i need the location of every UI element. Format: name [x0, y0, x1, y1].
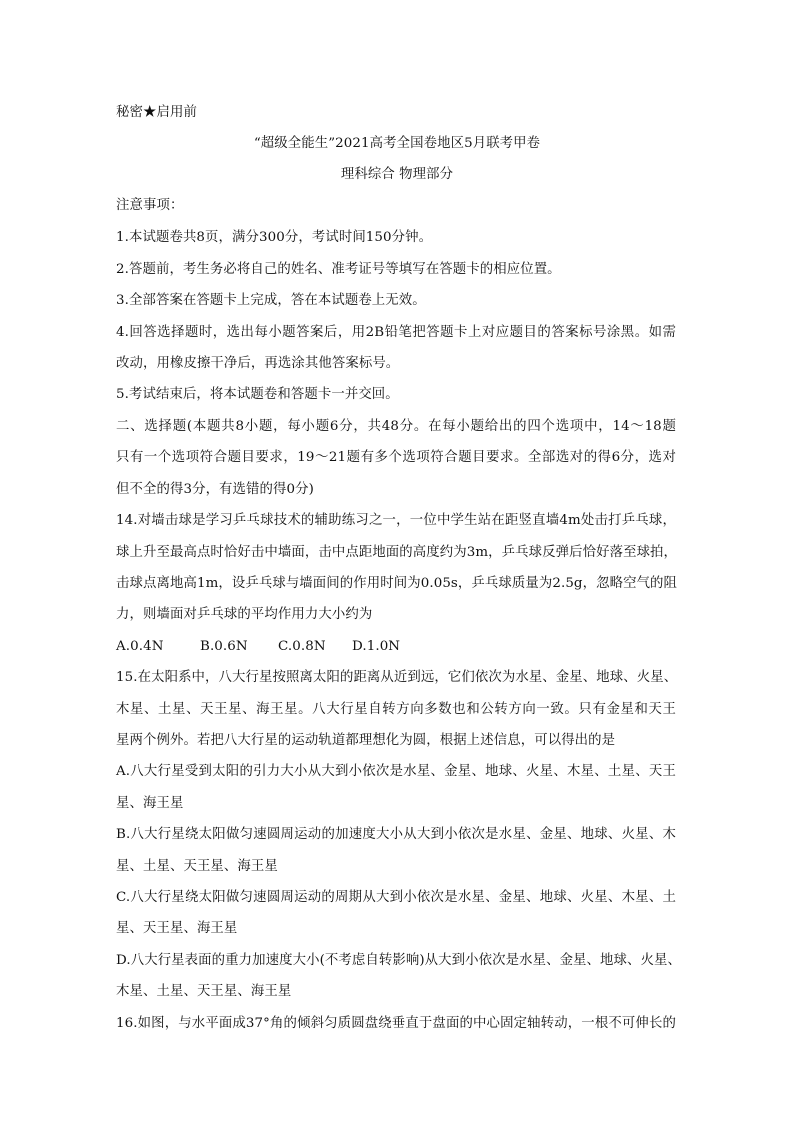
- q14-option-b: B.0.6N: [200, 639, 248, 654]
- q14-line-1: 14.对墙击球是学习乒乓球技术的辅助练习之一，一位中学生站在距竖直墙4m处击打乒乓球，: [116, 513, 676, 528]
- q15-line-1: 15.在太阳系中，八大行星按照离太阳的距离从近到远，它们依次为水星、金星、地球、火星、: [116, 670, 678, 685]
- note-item-4: 4.回答选择题时，选出每小题答案后，用2B铅笔把答题卡上对应题目的答案标号涂黑。如需: [116, 325, 676, 340]
- exam-title: “超级全能生”2021高考全国卷地区5月联考甲卷: [253, 136, 541, 151]
- q15-option-c: C.八大行星绕太阳做匀速圆周运动的周期从大到小依次是水星、金星、地球、火星、木星、土: [116, 890, 676, 905]
- note-item-5: 5.考试结束后，将本试题卷和答题卡一并交回。: [116, 387, 399, 402]
- q15-option-b: B.八大行星绕太阳做匀速圆周运动的加速度大小从大到小依次是水星、金星、地球、火星、木: [116, 827, 676, 842]
- q16-line-1: 16.如图，与水平面成37°角的倾斜匀质圆盘绕垂直于盘面的中心固定轴转动，一根不可伸长的: [116, 1016, 676, 1031]
- q14-options: [116, 638, 676, 656]
- q14-option-d: D.1.0N: [352, 639, 401, 654]
- q15-option-d-cont: 木星、土星、天王星、海王星: [116, 984, 292, 999]
- note-item-1: 1.本试题卷共8页，满分300分，考试时间150分钟。: [116, 230, 433, 245]
- q15-line-3: 星两个例外。若把八大行星的运动轨道都理想化为圆，根据上述信息，可以得出的是: [116, 733, 616, 748]
- exam-subtitle: 理科综合 物理部分: [340, 167, 454, 182]
- q15-option-b-cont: 星、土星、天王星、海王星: [116, 859, 278, 874]
- section-intro-1: 二、选择题(本题共8小题，每小题6分，共48分。在每小题给出的四个选项中，14～18题: [116, 419, 676, 434]
- note-item-3: 3.全部答案在答题卡上完成，答在本试题卷上无效。: [116, 293, 426, 308]
- q15-option-d: D.八大行星表面的重力加速度大小(不考虑自转影响)从大到小依次是水星、金星、地球、火星、: [116, 953, 681, 968]
- q14-line-3: 击球点离地高1m，设乒乓球与墙面间的作用时间为0.05s，乒乓球质量为2.5g，忽略空气的阻: [116, 576, 678, 591]
- q14-line-4: 力，则墙面对乒乓球的平均作用力大小约为: [116, 607, 373, 622]
- q14-option-a: A.0.4N: [116, 639, 164, 654]
- q14-line-2: 球上升至最高点时恰好击中墙面，击中点距地面的高度约为3m，乒乓球反弹后恰好落至球拍，: [116, 545, 678, 560]
- q15-option-c-cont: 星、天王星、海王星: [116, 921, 238, 936]
- section-intro-3: 但不全的得3分，有选错的得0分): [116, 482, 314, 497]
- q15-line-2: 木星、土星、天王星、海王星。八大行星自转方向多数也和公转方向一致。只有金星和天王: [116, 702, 676, 717]
- note-item-4-cont: 改动，用橡皮擦干净后，再选涂其他答案标号。: [116, 356, 400, 371]
- note-item-2: 2.答题前，考生务必将自己的姓名、准考证号等填写在答题卡的相应位置。: [116, 262, 561, 277]
- q14-option-c: C.0.8N: [278, 639, 326, 654]
- q15-option-a-cont: 星、海王星: [116, 796, 184, 811]
- notes-heading: 注意事项：: [116, 198, 184, 213]
- section-intro-2: 只有一个选项符合题目要求，19～21题有多个选项符合题目要求。全部选对的得6分，选对: [116, 450, 676, 465]
- secret-label: 秘密★启用前: [116, 105, 197, 120]
- q15-option-a: A.八大行星受到太阳的引力大小从大到小依次是水星、金星、地球、火星、木星、土星、天王: [116, 764, 676, 779]
